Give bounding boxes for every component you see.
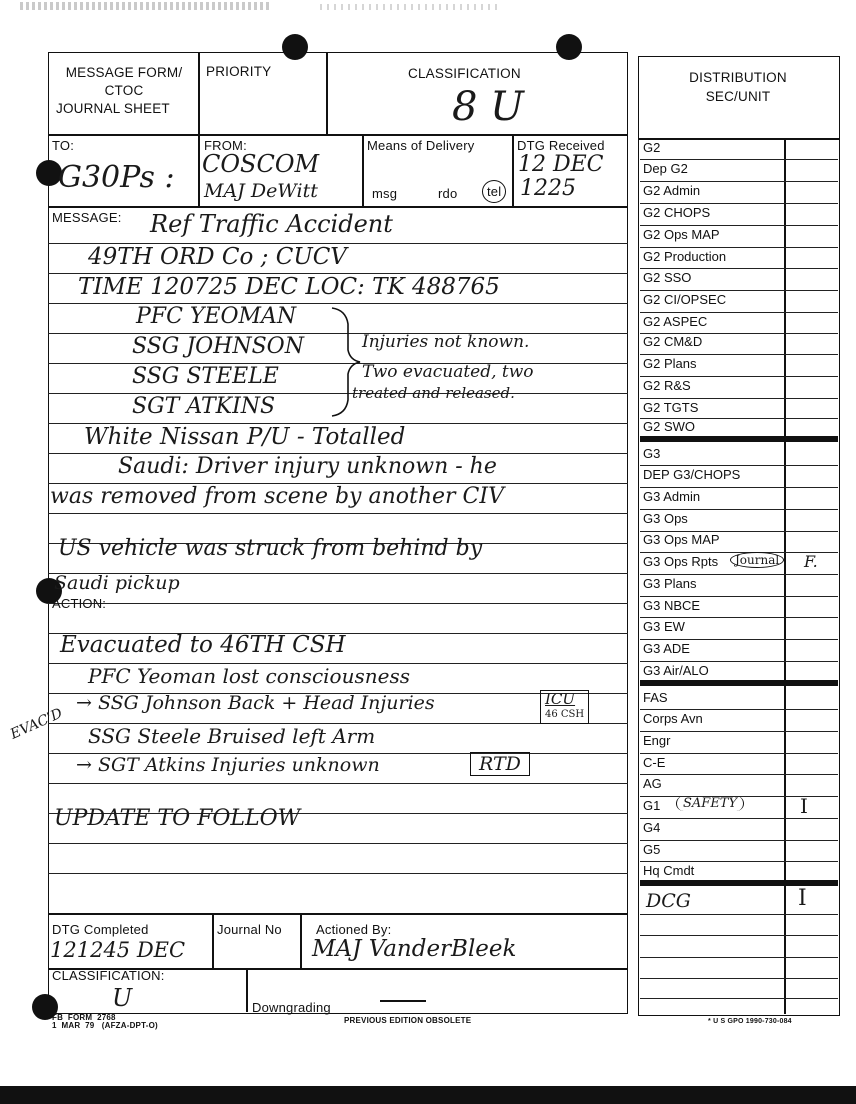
dist-g2-10: G2 Plans xyxy=(643,356,697,371)
dist-g2-2: G2 Admin xyxy=(643,183,701,198)
dist-other-4: AG xyxy=(643,776,662,791)
dist-g2-6: G2 SSO xyxy=(643,270,692,285)
dist-other-8: Hq Cmdt xyxy=(643,863,695,878)
message-line-7: SGT ATKINS xyxy=(132,394,276,419)
evac-margin-note: EVAC'D xyxy=(8,705,66,743)
dist-other-3: C-E xyxy=(643,755,666,770)
action-line-1: Evacuated to 46TH CSH xyxy=(60,632,346,658)
dist-g3-0: G3 xyxy=(643,446,661,461)
message-line-2: 49TH ORD Co ; CUCV xyxy=(88,244,347,270)
from-value-2: MAJ DeWitt xyxy=(204,180,318,202)
bracket-note-2: Two evacuated, two xyxy=(362,362,534,382)
message-line-11: US vehicle was struck from behind by xyxy=(58,536,483,561)
dist-other-6: G4 xyxy=(643,820,661,835)
dist-g3-6: G3 Plans xyxy=(643,576,697,591)
footer-classification-value: U xyxy=(112,984,133,1012)
downgrading-label: Downgrading xyxy=(252,1000,331,1015)
form-title-line-3: JOURNAL SHEET xyxy=(56,101,170,116)
actioned-by-value: MAJ VanderBleek xyxy=(312,936,517,962)
dist-g2-13: G2 SWO xyxy=(643,419,696,434)
dist-dcg-label: DCG xyxy=(646,890,691,912)
dist-g2-5: G2 Production xyxy=(643,249,727,264)
distribution-title-2: SEC/UNIT xyxy=(705,89,771,104)
dist-other-0: FAS xyxy=(643,690,668,705)
downgrading-dash xyxy=(380,1000,426,1002)
dist-other-5: G1 xyxy=(643,798,661,813)
scan-header-noise xyxy=(20,2,270,10)
icu-tag-sub: 46 CSH xyxy=(545,709,585,720)
message-line-9: Saudi: Driver injury unknown - he xyxy=(118,454,497,479)
action-line-2: PFC Yeoman lost consciousness xyxy=(88,664,410,688)
action-line-3: → SSG Johnson Back + Head Injuries xyxy=(76,692,435,714)
dist-other-1: Corps Avn xyxy=(643,711,703,726)
dist-g2-4: G2 Ops MAP xyxy=(643,227,720,242)
to-value: G30Ps : xyxy=(58,160,175,195)
dist-g1-annotation: SAFETY xyxy=(676,796,744,811)
dist-g1-mark: I xyxy=(800,794,808,818)
journal-no-label: Journal No xyxy=(217,922,282,937)
actioned-by-label: Actioned By: xyxy=(316,922,392,937)
message-line-4: PFC YEOMAN xyxy=(136,304,297,329)
dist-g3-rpts-mark: F. xyxy=(804,552,818,571)
dist-g2-9: G2 CM&D xyxy=(643,334,703,349)
priority-label: PRIORITY xyxy=(206,64,272,79)
dist-g3-7: G3 NBCE xyxy=(643,598,701,613)
dtg-received-value-2: 1225 xyxy=(520,176,576,201)
classification-label: CLASSIFICATION xyxy=(408,66,521,81)
dist-g3-1: DEP G3/CHOPS xyxy=(643,467,741,482)
message-line-8: White Nissan P/U - Totalled xyxy=(84,424,406,450)
dist-g3-9: G3 ADE xyxy=(643,641,690,656)
dist-other-2: Engr xyxy=(643,733,671,748)
dist-other-7: G5 xyxy=(643,842,661,857)
message-line-6: SSG STEELE xyxy=(132,364,279,389)
to-label: TO: xyxy=(52,138,75,153)
message-label: MESSAGE: xyxy=(52,210,122,225)
action-line-6: UPDATE TO FOLLOW xyxy=(54,806,301,831)
delivery-option-rdo: rdo xyxy=(438,186,458,201)
bracket-note-3: treated and released. xyxy=(352,384,515,402)
dtg-completed-label: DTG Completed xyxy=(52,922,149,937)
classification-value: 8 U xyxy=(452,84,524,130)
message-line-1: Ref Traffic Accident xyxy=(150,210,393,238)
dist-g2-11: G2 R&S xyxy=(643,378,691,393)
dist-g2-8: G2 ASPEC xyxy=(643,314,708,329)
from-label: FROM: xyxy=(204,138,247,153)
dist-g2-7: G2 CI/OPSEC xyxy=(643,292,727,307)
message-line-3: TIME 120725 DEC LOC: TK 488765 xyxy=(78,274,500,300)
form-title-line-1: MESSAGE FORM/ xyxy=(65,65,183,80)
rtd-tag: RTD xyxy=(470,752,530,776)
delivery-option-msg: msg xyxy=(372,186,398,201)
dist-g2-0: G2 xyxy=(643,140,661,155)
dist-g3-rpts-annotation: Journal xyxy=(730,552,784,568)
bracket-note-1: Injuries not known. xyxy=(362,332,530,352)
dist-g3-5: G3 Ops Rpts xyxy=(643,554,719,569)
delivery-label: Means of Delivery xyxy=(367,138,475,153)
previous-edition-note: PREVIOUS EDITION OBSOLETE xyxy=(344,1016,472,1025)
dist-g2-12: G2 TGTS xyxy=(643,400,699,415)
scan-bottom-edge xyxy=(0,1086,856,1104)
dist-g3-10: G3 Air/ALO xyxy=(643,663,709,678)
dist-g2-3: G2 CHOPS xyxy=(643,205,711,220)
distribution-title-1: DISTRIBUTION xyxy=(689,70,787,85)
message-line-12: Saudi pickup xyxy=(54,572,180,594)
dtg-completed-value: 121245 DEC xyxy=(50,938,186,962)
dist-g2-1: Dep G2 xyxy=(643,161,688,176)
message-line-5: SSG JOHNSON xyxy=(132,334,304,359)
scan-header-noise-2 xyxy=(320,4,500,10)
form-title-line-2: CTOC xyxy=(104,83,144,98)
dist-g3-2: G3 Admin xyxy=(643,489,701,504)
message-line-10: was removed from scene by another CIV xyxy=(50,484,504,509)
icu-tag-label: ICU xyxy=(545,690,576,708)
footer-classification-label: CLASSIFICATION: xyxy=(52,968,165,983)
dtg-received-label: DTG Received xyxy=(517,138,605,153)
dist-g3-4: G3 Ops MAP xyxy=(643,532,720,547)
form-number: FB FORM 2768 1 MAR 79 (AFZA-DPT-O) xyxy=(52,1013,158,1030)
from-value-1: COSCOM xyxy=(202,150,320,178)
dist-g3-3: G3 Ops xyxy=(643,511,688,526)
form-title xyxy=(52,64,196,118)
gpo-note: * U S GPO 1990-730-084 xyxy=(708,1018,792,1025)
action-line-5: → SGT Atkins Injuries unknown xyxy=(76,754,380,776)
dist-dcg-mark: I xyxy=(798,886,807,911)
action-line-4: SSG Steele Bruised left Arm xyxy=(88,724,376,748)
dist-g3-8: G3 EW xyxy=(643,619,685,634)
action-label: ACTION: xyxy=(52,596,107,611)
delivery-option-tel: tel xyxy=(482,180,506,203)
icu-tag xyxy=(540,690,589,724)
dtg-received-value-1: 12 DEC xyxy=(518,152,604,177)
